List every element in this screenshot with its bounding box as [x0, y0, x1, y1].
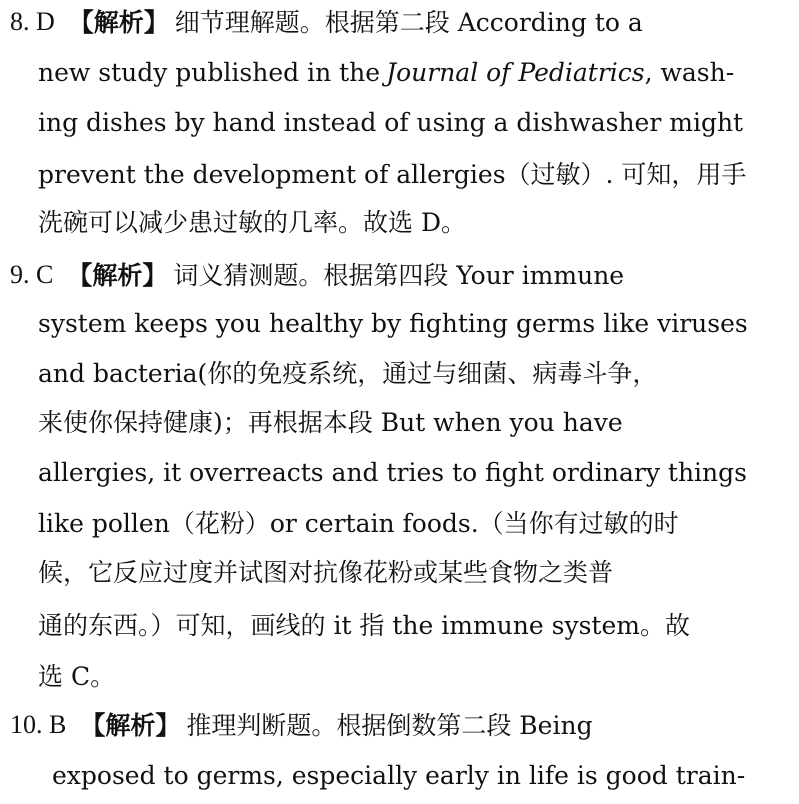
q9-analysis-tag: 【解析】 [67, 260, 168, 290]
q8-journal-title: Journal of Pediatrics [386, 57, 645, 87]
q10-text: 推理判断题。根据倒数第二段 Being [186, 710, 593, 740]
q9-line-1 [10, 260, 624, 290]
q9-line-4: 来使你保持健康)；再根据本段 But when you have [38, 407, 623, 437]
q8-line-2 [38, 57, 734, 87]
q9-line-6: like pollen（花粉）or certain foods.（当你有过敏的时 [38, 508, 679, 538]
q9-line-7: 候，它反应过度并试图对抗像花粉或某些食物之类普 [38, 557, 614, 587]
q9-line-8: 通的东西。）可知，画线的 it 指 the immune system。故 [38, 610, 690, 640]
q8-number: 8. D [10, 7, 55, 36]
q9-text: 词义猜测题。根据第四段 Your immune [173, 260, 625, 290]
q10-number: 10. B [10, 710, 67, 739]
q8-text: 细节理解题。根据第二段 According to a [174, 7, 643, 37]
q9-line-5: allergies, it overreacts and tries to fight ordinary things [38, 457, 747, 487]
q10-line-1 [10, 710, 593, 740]
q9-line-2: system keeps you healthy by fighting germs like viruses [38, 308, 748, 338]
q9-line-9: 选 C。 [38, 661, 116, 691]
q8-text: , wash- [644, 57, 735, 87]
q10-analysis-tag: 【解析】 [80, 710, 181, 740]
q9-number: 9. C [10, 260, 54, 289]
q8-line-1 [10, 7, 643, 37]
q9-line-3: and bacteria(你的免疫系统，通过与细菌、病毒斗争， [38, 358, 658, 388]
q8-line-3: ing dishes by hand instead of using a dishwasher might [38, 107, 744, 137]
q8-line-5: 洗碗可以减少患过敏的几率。故选 D。 [38, 207, 466, 237]
q8-line-4: prevent the development of allergies（过敏）. 可知，用手 [38, 159, 747, 189]
q8-analysis-tag: 【解析】 [68, 7, 169, 37]
q10-line-2: exposed to germs, especially early in life is good train- [52, 760, 746, 790]
q8-text: new study published in the [38, 57, 381, 87]
